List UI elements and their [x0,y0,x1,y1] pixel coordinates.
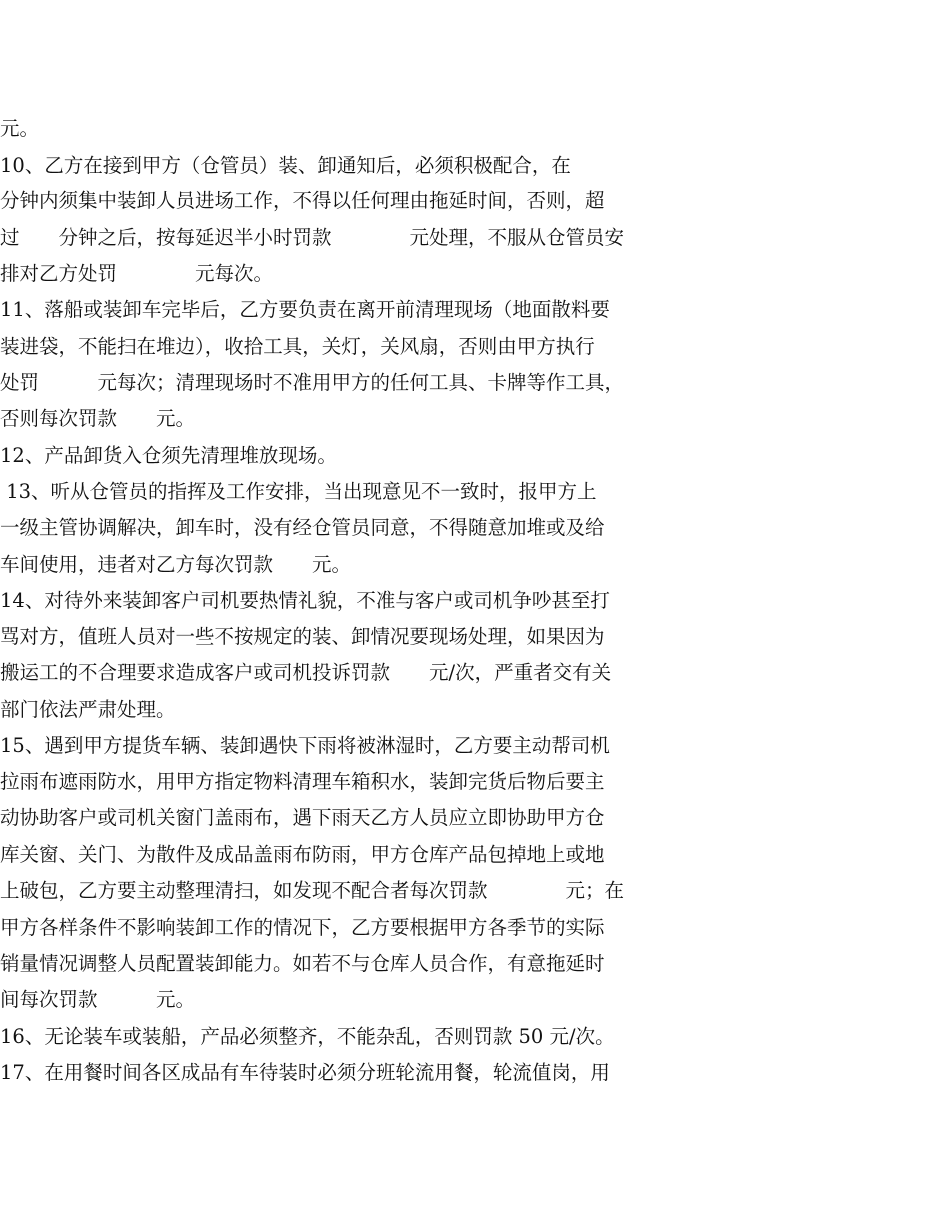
text-line: 排对乙方处罚 元每次。 [0,262,274,285]
text-line: 库关窗、关门、为散件及成品盖雨布防雨，甲方仓库产品包掉地上或地 [0,843,605,866]
text-line: 车间使用，违者对乙方每次罚款 元。 [0,553,352,576]
text-line: 14、对待外来装卸客户司机要热情礼貌，不准与客户或司机争吵甚至打 [0,589,610,612]
text-line: 16、无论装车或装船，产品必须整齐，不能杂乱，否则罚款 50 元/次。 [0,1025,615,1048]
text-line: 一级主管协调解决，卸车时，没有经仓管员同意，不得随意加堆或及给 [0,516,605,539]
text-line: 甲方各样条件不影响装卸工作的情况下，乙方要根据甲方各季节的实际 [0,916,605,939]
text-line: 处罚 元每次；清理现场时不准用甲方的任何工具、卡牌等作工具， [0,371,625,394]
text-line: 元。 [0,117,40,140]
text-line: 分钟内须集中装卸人员进场工作，不得以任何理由拖延时间，否则，超 [0,189,605,212]
text-line: 15、遇到甲方提货车辆、装卸遇快下雨将被淋湿时，乙方要主动帮司机 [0,734,610,757]
text-line: 否则每次罚款 元。 [0,407,196,430]
text-line: 上破包，乙方要主动整理清扫，如发现不配合者每次罚款 元；在 [0,879,625,902]
text-line: 17、在用餐时间各区成品有车待装时必须分班轮流用餐，轮流值岗，用 [0,1061,610,1084]
text-line: 过 分钟之后，按每延迟半小时罚款 元处理，不服从仓管员安 [0,226,625,249]
text-line: 搬运工的不合理要求造成客户或司机投诉罚款 元/次，严重者交有关 [0,661,612,684]
text-line: 10、乙方在接到甲方（仓管员）装、卸通知后，必须积极配合，在 [0,154,571,177]
text-line: 11、落船或装卸车完毕后，乙方要负责在离开前清理现场（地面散料要 [0,298,610,321]
text-line: 13、听从仓管员的指挥及工作安排，当出现意见不一致时，报甲方上 [0,480,597,503]
text-line: 12、产品卸货入仓须先清理堆放现场。 [0,444,337,467]
text-line: 部门依法严肃处理。 [0,698,176,721]
text-line: 骂对方，值班人员对一些不按规定的装、卸情况要现场处理，如果因为 [0,625,605,648]
text-line: 销量情况调整人员配置装卸能力。如若不与仓库人员合作，有意拖延时 [0,952,605,975]
text-line: 装进袋，不能扫在堆边），收拾工具，关灯，关风扇，否则由甲方执行 [0,335,595,358]
text-line: 拉雨布遮雨防水，用甲方指定物料清理车箱积水，装卸完货后物后要主 [0,770,605,793]
text-line: 间每次罚款 元。 [0,988,196,1011]
text-line: 动协助客户或司机关窗门盖雨布，遇下雨天乙方人员应立即协助甲方仓 [0,806,605,829]
